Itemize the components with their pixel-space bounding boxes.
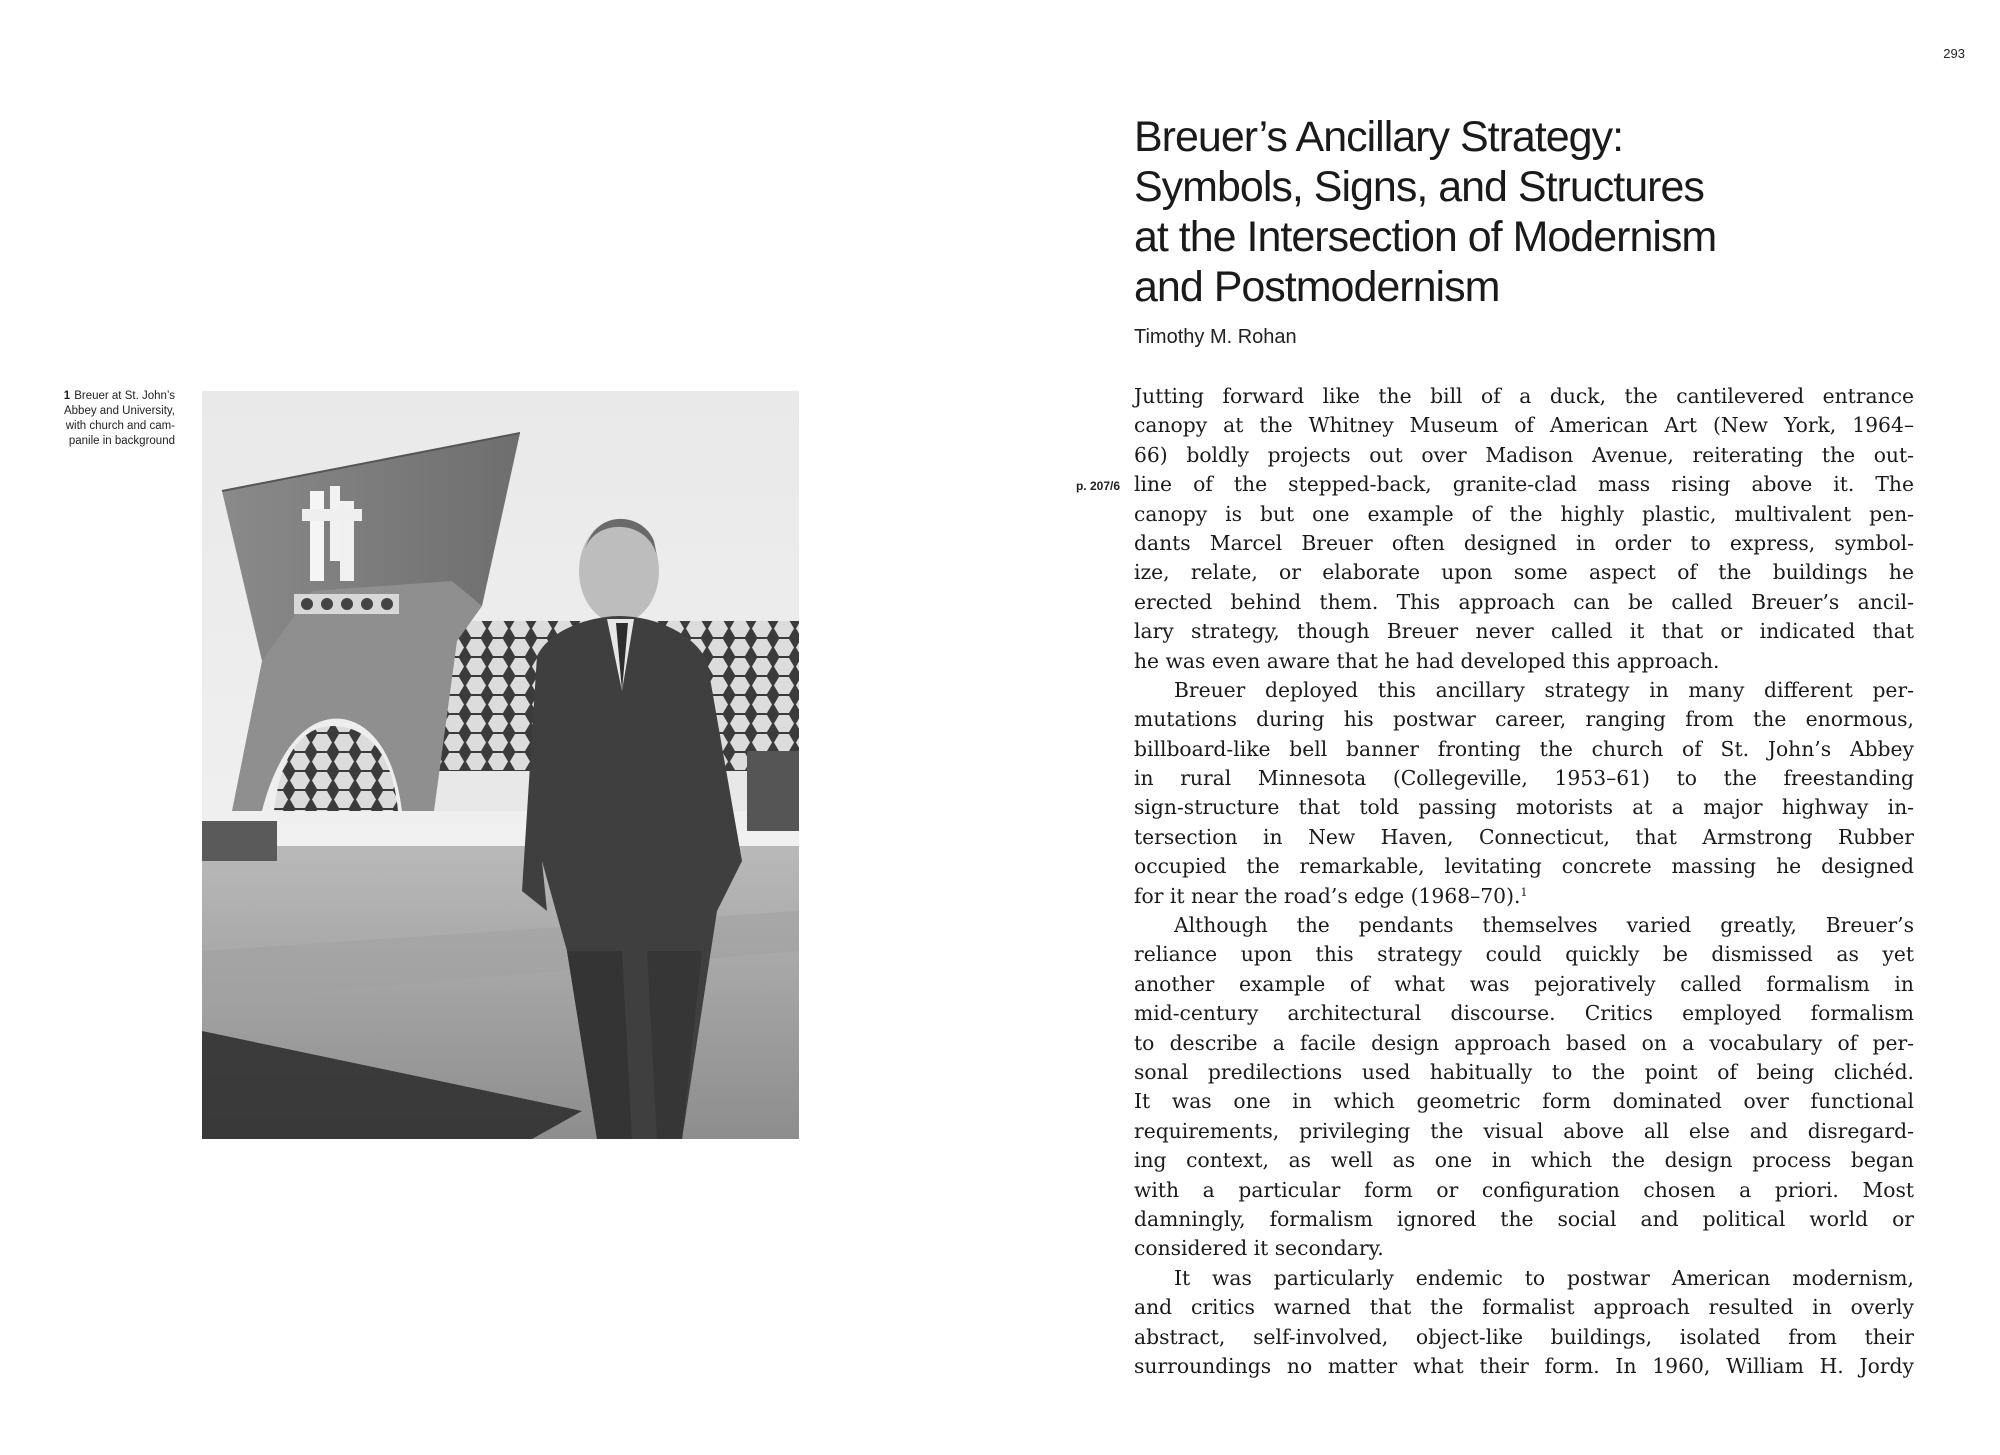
body-line: sign-structure that told passing motorists at a major highway in- bbox=[1134, 795, 1914, 820]
body-line: another example of what was pejoratively called formalism in bbox=[1134, 971, 1914, 996]
footnote-marker: 1 bbox=[1520, 885, 1528, 899]
body-line: requirements, privileging the visual above all else and disregard- bbox=[1134, 1118, 1914, 1143]
body-line: mid-century architectural discourse. Critics employed formalism bbox=[1134, 1001, 1914, 1026]
body-line: abstract, self-involved, object-like buildings, isolated from their bbox=[1134, 1324, 1914, 1349]
body-line: surroundings no matter what their form. In 1960, William H. Jordy bbox=[1134, 1353, 1914, 1378]
photo-illustration bbox=[202, 391, 799, 1139]
body-line: considered it secondary. bbox=[1134, 1236, 1384, 1261]
title-line: Symbols, Signs, and Structures bbox=[1134, 163, 1704, 211]
body-line bbox=[1134, 882, 1914, 911]
body-line: canopy is but one example of the highly plastic, multivalent pen- bbox=[1134, 501, 1914, 526]
figure-caption bbox=[30, 389, 175, 449]
body-line-text: for it near the road’s edge (1968–70). bbox=[1134, 883, 1521, 908]
title-line: and Postmodernism bbox=[1134, 263, 1500, 311]
title-line: at the Intersection of Modernism bbox=[1134, 213, 1717, 261]
article-title bbox=[1134, 112, 1914, 312]
caption-line: Abbey and University, bbox=[63, 405, 175, 417]
paragraph bbox=[1134, 1264, 1914, 1382]
body-line: tersection in New Haven, Connecticut, that Armstrong Rubber bbox=[1134, 824, 1914, 849]
body-line: billboard-like bell banner fronting the church of St. John’s Abbey bbox=[1134, 736, 1914, 761]
paragraph bbox=[1134, 911, 1914, 1264]
paragraph bbox=[1134, 676, 1914, 911]
body-line: line of the stepped-back, granite-clad mass rising above it. The bbox=[1134, 472, 1914, 497]
body-line: erected behind them. This approach can be called Breuer’s ancil- bbox=[1134, 589, 1914, 614]
figure-photo bbox=[202, 391, 799, 1139]
body-line: canopy at the Whitney Museum of American Art (New York, 1964– bbox=[1134, 413, 1914, 438]
body-line: reliance upon this strategy could quickly be dismissed as yet bbox=[1134, 942, 1914, 967]
body-line: and critics warned that the formalist approach resulted in overly bbox=[1134, 1295, 1914, 1320]
body-line: It was one in which geometric form dominated over functional bbox=[1134, 1089, 1914, 1114]
body-line: Jutting forward like the bill of a duck, the cantilevered entrance bbox=[1134, 384, 1914, 408]
body-line: lary strategy, though Breuer never called it that or indicated that bbox=[1134, 619, 1914, 644]
page-number: 293 bbox=[1943, 46, 1965, 61]
body-line: occupied the remarkable, levitating concrete massing he designed bbox=[1134, 854, 1914, 879]
body-line: It was particularly endemic to postwar American modernism, bbox=[1174, 1265, 1914, 1290]
caption-text: Breuer at St. John’s bbox=[74, 390, 175, 402]
body-line: dants Marcel Breuer often designed in order to express, symbol- bbox=[1134, 530, 1914, 555]
figure-number: 1 bbox=[63, 390, 71, 402]
body-line: to describe a facile design approach based on a vocabulary of per- bbox=[1134, 1030, 1914, 1055]
caption-line: with church and cam- bbox=[65, 420, 175, 432]
body-line: with a particular form or configuration chosen a priori. Most bbox=[1134, 1177, 1914, 1202]
author-name: Timothy M. Rohan bbox=[1134, 326, 1297, 348]
body-line: he was even aware that he had developed this approach. bbox=[1134, 648, 1720, 673]
caption-line bbox=[30, 389, 175, 404]
article-body bbox=[1134, 382, 1914, 1381]
body-line: mutations during his postwar career, ranging from the enormous, bbox=[1134, 707, 1914, 732]
body-line: ize, relate, or elaborate upon some aspect of the buildings he bbox=[1134, 560, 1914, 585]
caption-line: panile in background bbox=[68, 435, 175, 447]
body-line: 66) boldly projects out over Madison Avenue, reiterating the out- bbox=[1134, 442, 1914, 467]
body-line: Although the pendants themselves varied greatly, Breuer’s bbox=[1174, 913, 1914, 938]
body-line: ing context, as well as one in which the design process began bbox=[1134, 1148, 1914, 1173]
paragraph bbox=[1134, 382, 1914, 676]
body-line: damningly, formalism ignored the social and political world or bbox=[1134, 1206, 1914, 1231]
body-line: sonal predilections used habitually to the point of being clichéd. bbox=[1134, 1059, 1914, 1084]
marginal-page-reference: p. 207/6 bbox=[1075, 479, 1120, 493]
title-line: Breuer’s Ancillary Strategy: bbox=[1134, 113, 1624, 161]
body-line: Breuer deployed this ancillary strategy in many different per- bbox=[1174, 677, 1914, 702]
body-line: in rural Minnesota (Collegeville, 1953–61) to the freestanding bbox=[1134, 766, 1914, 791]
